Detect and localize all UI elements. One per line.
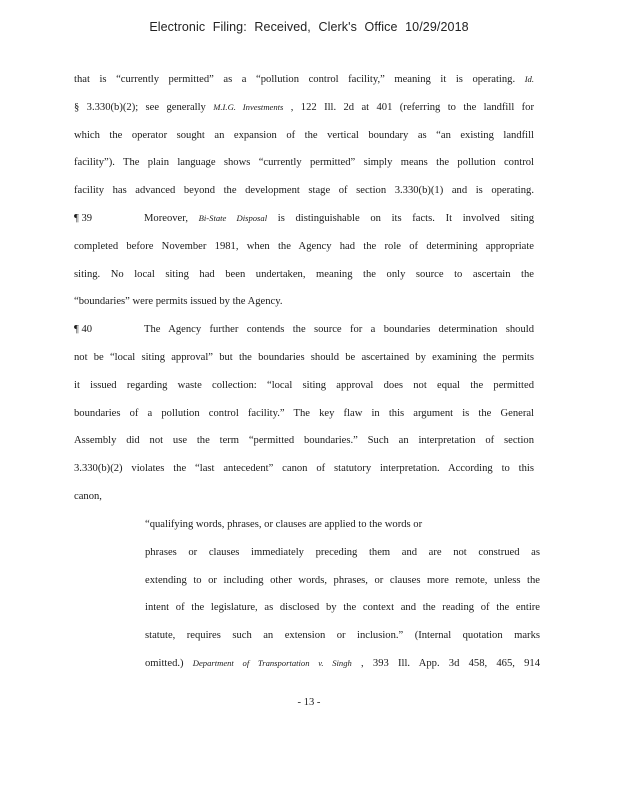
quote-line	[145, 650, 540, 678]
text-line: which the operator sought an expansion of the vertical boundary as “an existing landfill	[74, 129, 534, 141]
text-line: it issued regarding waste collection: “local siting approval does not equal the permitted	[74, 379, 534, 391]
text-line	[74, 94, 534, 122]
text-line: facility”). The plain language shows “currently permitted” simply means the pollution control	[74, 157, 534, 169]
text-segment: § 3.330(b)(2); see generally	[74, 101, 206, 113]
filing-header: Electronic Filing: Received, Clerk's Office 10/29/2018	[149, 20, 469, 34]
paragraph-line	[74, 316, 534, 344]
text-segment: that is “currently permitted” as a “pollution control facility,” meaning it is operating.	[74, 74, 516, 85]
text-segment: omitted.)	[145, 657, 184, 669]
text-line: Assembly did not use the term “permitted boundaries.” Such an interpretation of section	[74, 435, 534, 447]
quote-line: phrases or clauses immediately preceding them and are not construed as	[145, 546, 540, 558]
document-body	[74, 66, 534, 511]
text-line: siting. No local siting had been undertaken, meaning the only source to ascertain the	[74, 268, 534, 280]
citation: Department of Transportation v. Singh	[192, 657, 352, 668]
block-quote	[145, 511, 540, 678]
citation: Bi-State Disposal	[198, 212, 268, 223]
text-segment: , 122 Ill. 2d at 401 (referring to the landfill for	[290, 101, 534, 113]
paragraph-line	[74, 205, 534, 233]
citation: M.I.G. Investments	[213, 101, 284, 112]
text-line: canon,	[74, 490, 102, 502]
paragraph-number: ¶ 40	[74, 324, 93, 336]
text-line: “boundaries” were permits issued by the Agency.	[74, 296, 283, 308]
quote-line: “qualifying words, phrases, or clauses are applied to the words or	[145, 519, 423, 530]
quote-line: intent of the legislature, as disclosed by the context and the reading of the entire	[145, 602, 540, 614]
text-line: 3.330(b)(2) violates the “last antecedent” canon of statutory interpretation. According to this	[74, 463, 534, 475]
text-line: facility has advanced beyond the development stage of section 3.330(b)(1) and is operating.	[74, 185, 534, 197]
paragraph-number: ¶ 39	[74, 212, 93, 224]
text-line	[74, 66, 534, 94]
text-line: not be “local siting approval” but the boundaries should be ascertained by examining the permits	[74, 351, 534, 363]
citation: Id.	[524, 74, 534, 84]
quote-line: extending to or including other words, phrases, or clauses more remote, unless the	[145, 574, 540, 586]
text-segment: is distinguishable on its facts. It involved siting	[277, 212, 534, 224]
text-segment: , 393 Ill. App. 3d 458, 465, 914	[361, 657, 540, 669]
text-line: boundaries of a pollution control facility.” The key flaw in this argument is the General	[74, 407, 534, 419]
page-number: - 13 -	[297, 697, 321, 708]
text-segment: The Agency further contends the source for a boundaries determination should	[144, 324, 534, 336]
text-line: completed before November 1981, when the Agency had the role of determining appropriate	[74, 240, 534, 252]
quote-line: statute, requires such an extension or inclusion.” (Internal quotation marks	[145, 630, 540, 642]
text-segment: Moreover,	[144, 212, 188, 224]
